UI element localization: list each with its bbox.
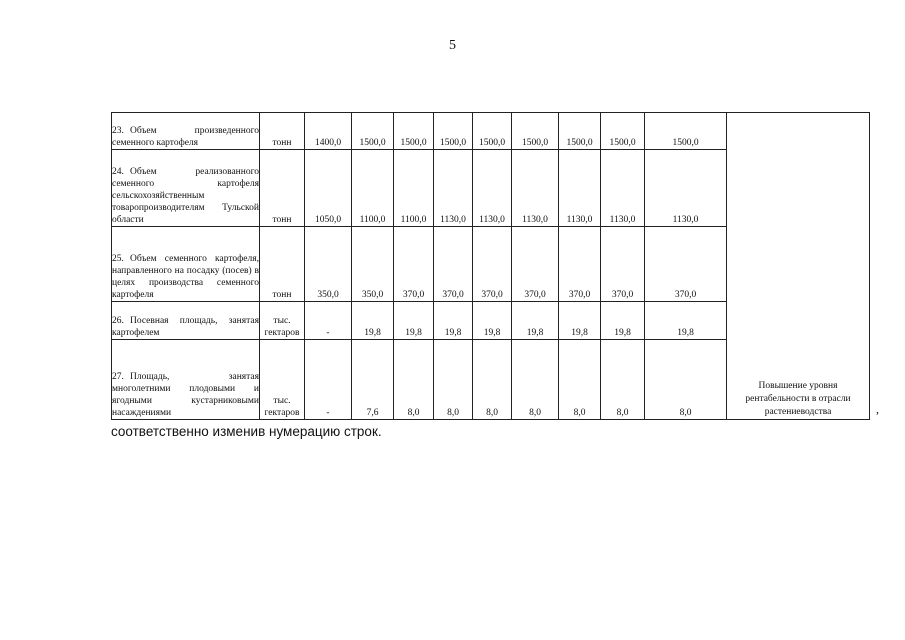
value-cell: 370,0 — [394, 227, 434, 302]
value-cell: 370,0 — [559, 227, 601, 302]
value-cell: 1500,0 — [559, 113, 601, 150]
value-cell: 1500,0 — [601, 113, 645, 150]
value-cell: 8,0 — [473, 340, 512, 420]
table-row — [112, 113, 870, 150]
value-cell: 8,0 — [434, 340, 473, 420]
value-cell: - — [305, 340, 352, 420]
value-cell: 1130,0 — [512, 150, 559, 227]
row-number: 24. — [112, 167, 124, 177]
page-number: 5 — [449, 38, 456, 53]
goal-cell: Повышение уровня рентабельности в отрасли растениеводства — [727, 113, 870, 420]
row-number: 23. — [112, 126, 124, 136]
indicators-table-wrapper — [111, 112, 870, 420]
value-cell: 8,0 — [601, 340, 645, 420]
row-name: Площадь, занятая многолетними плодовыми и ягодными кустарниковыми насаждениями — [112, 372, 259, 418]
value-cell: - — [305, 302, 352, 340]
value-cell: 19,8 — [352, 302, 394, 340]
value-cell: 1500,0 — [645, 113, 727, 150]
value-cell: 19,8 — [434, 302, 473, 340]
row-number: 27. — [112, 372, 124, 382]
value-cell: 8,0 — [394, 340, 434, 420]
value-cell: 1100,0 — [352, 150, 394, 227]
row-name: Посевная площадь, занятая картофелем — [112, 316, 259, 338]
value-cell: 1400,0 — [305, 113, 352, 150]
row-unit: тонн — [260, 227, 305, 302]
row-unit: тонн — [260, 113, 305, 150]
row-name-cell — [112, 302, 260, 340]
value-cell: 1130,0 — [645, 150, 727, 227]
value-cell: 8,0 — [645, 340, 727, 420]
value-cell: 19,8 — [394, 302, 434, 340]
row-name: Объем реализованного семенного картофеля сельскохозяйственным товаропроизводителям Тульской области — [112, 167, 259, 225]
value-cell: 370,0 — [473, 227, 512, 302]
row-name-cell — [112, 150, 260, 227]
indicators-table — [111, 112, 870, 420]
value-cell: 1500,0 — [473, 113, 512, 150]
value-cell: 1500,0 — [512, 113, 559, 150]
value-cell: 1130,0 — [559, 150, 601, 227]
value-cell: 1500,0 — [394, 113, 434, 150]
row-name-cell — [112, 340, 260, 420]
row-unit: тыс. гектаров — [260, 302, 305, 340]
trailing-comma: , — [876, 402, 879, 416]
value-cell: 370,0 — [601, 227, 645, 302]
row-number: 25. — [112, 254, 124, 264]
value-cell: 19,8 — [559, 302, 601, 340]
value-cell: 19,8 — [512, 302, 559, 340]
value-cell: 1130,0 — [473, 150, 512, 227]
value-cell: 1130,0 — [601, 150, 645, 227]
value-cell: 1100,0 — [394, 150, 434, 227]
footer-text: соответственно изменив нумерацию строк. — [111, 424, 382, 439]
row-name-cell — [112, 227, 260, 302]
value-cell: 7,6 — [352, 340, 394, 420]
row-unit: тонн — [260, 150, 305, 227]
value-cell: 1050,0 — [305, 150, 352, 227]
value-cell: 19,8 — [473, 302, 512, 340]
value-cell: 1130,0 — [434, 150, 473, 227]
value-cell: 19,8 — [645, 302, 727, 340]
value-cell: 8,0 — [512, 340, 559, 420]
row-name: Объем произведенного семенного картофеля — [112, 126, 259, 148]
row-name-cell — [112, 113, 260, 150]
value-cell: 350,0 — [305, 227, 352, 302]
value-cell: 350,0 — [352, 227, 394, 302]
value-cell: 370,0 — [512, 227, 559, 302]
row-unit: тыс. гектаров — [260, 340, 305, 420]
row-name: Объем семенного картофеля, направленного на посадку (посев) в целях производства семенного картофеля — [112, 254, 259, 300]
value-cell: 1500,0 — [434, 113, 473, 150]
value-cell: 8,0 — [559, 340, 601, 420]
row-number: 26. — [112, 316, 124, 326]
value-cell: 370,0 — [645, 227, 727, 302]
value-cell: 19,8 — [601, 302, 645, 340]
value-cell: 1500,0 — [352, 113, 394, 150]
value-cell: 370,0 — [434, 227, 473, 302]
